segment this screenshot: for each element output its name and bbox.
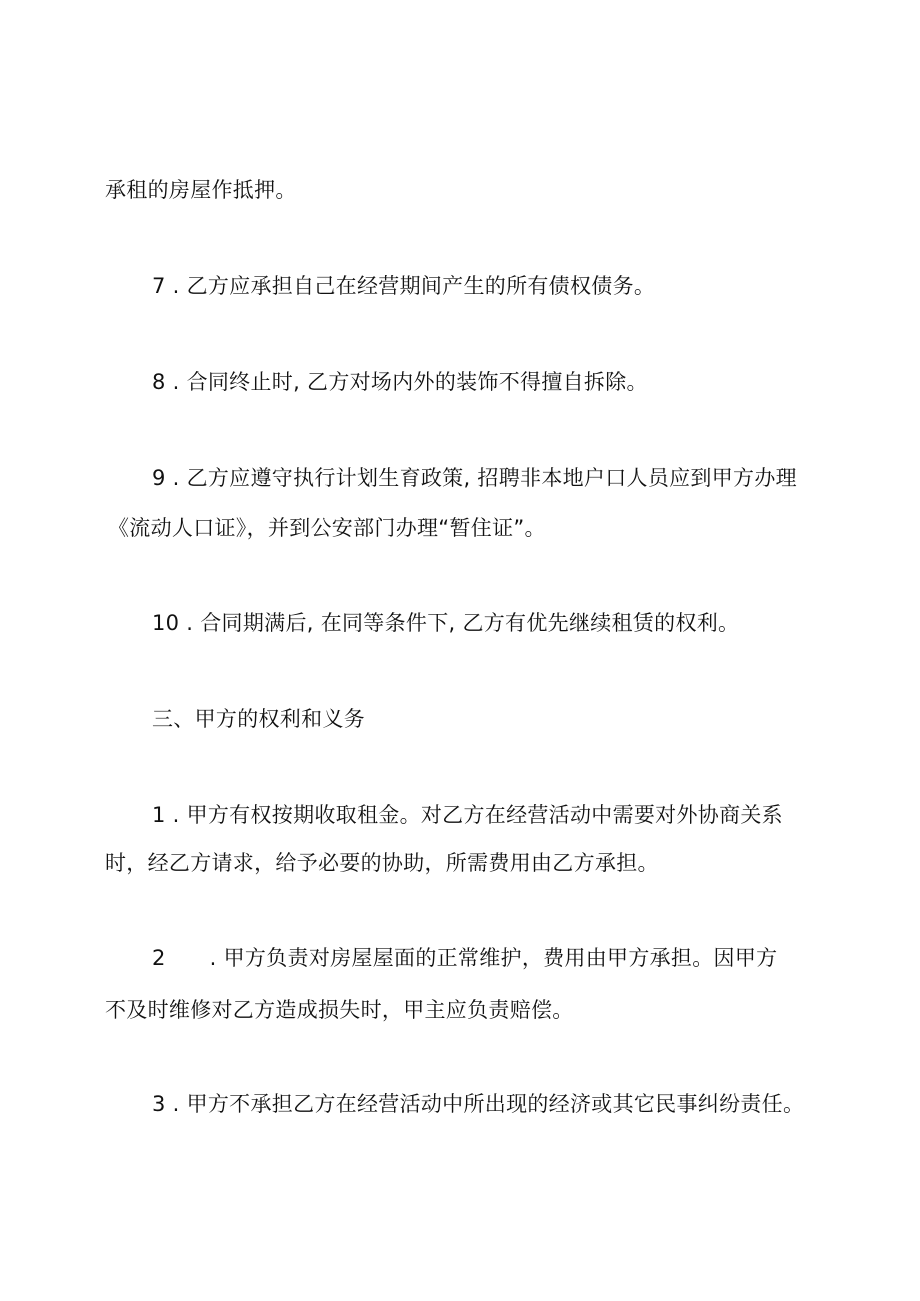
party-a-clause-1-line-2: 时，经乙方请求，给予必要的协助，所需费用由乙方承担。 xyxy=(105,851,659,875)
text-line-1: 承租的房屋作抵押。 xyxy=(105,178,297,202)
clause-7: 7 . 乙方应承担自己在经营期间产生的所有债权债务。 xyxy=(152,274,656,298)
clause-10: 10 . 合同期满后, 在同等条件下, 乙方有优先继续租赁的权利。 xyxy=(152,611,740,635)
clause-8: 8 . 合同终止时, 乙方对场内外的装饰不得擅自拆除。 xyxy=(152,370,648,394)
clause-9-line-2: 《流动人口证》，并到公安部门办理“暂住证”。 xyxy=(108,516,546,540)
clause-text: . 甲方负责对房屋屋面的正常维护，费用由甲方承担。因甲方 xyxy=(209,946,778,970)
clause-9-line-1: 9 . 乙方应遵守执行计划生育政策, 招聘非本地户口人员应到甲方办理 xyxy=(152,466,797,490)
party-a-clause-3: 3 . 甲方不承担乙方在经营活动中所出现的经济或其它民事纠纷责任。 xyxy=(152,1092,805,1116)
party-a-clause-2-line-2: 不及时维修对乙方造成损失时，甲主应负责赔偿。 xyxy=(105,998,574,1022)
clause-number: 2 xyxy=(152,946,166,970)
party-a-clause-2-line-1 xyxy=(152,944,777,972)
party-a-clause-1-line-1: 1 . 甲方有权按期收取租金。对乙方在经营活动中需要对外协商关系 xyxy=(152,803,783,827)
section-heading-3: 三、甲方的权利和义务 xyxy=(152,707,365,731)
